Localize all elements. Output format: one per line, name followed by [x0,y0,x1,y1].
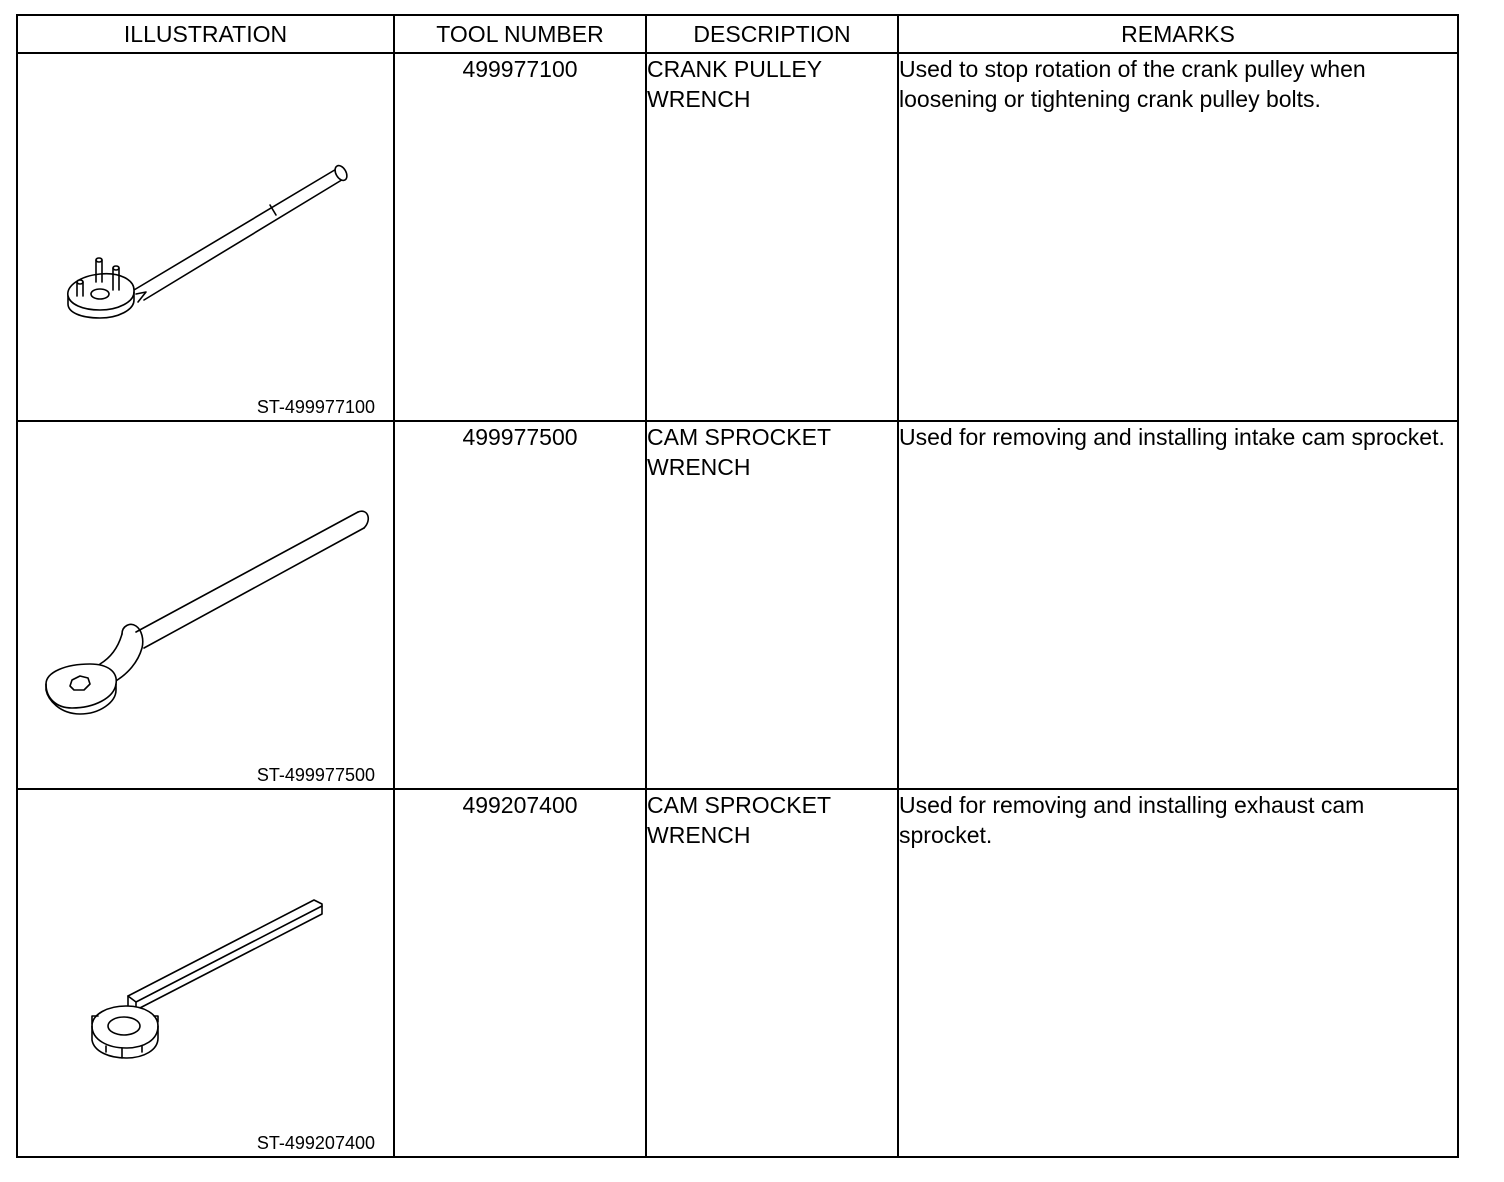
cam-sprocket-wrench-icon [18,790,395,1156]
header-row [17,15,1458,53]
remarks-cell: Used to stop rotation of the crank pulley when loosening or tightening crank pulley bolts. [898,53,1458,421]
illustration-cell [17,789,394,1157]
illustration-cell [17,421,394,789]
illustration-code: ST-499977500 [256,765,375,785]
remarks-cell: Used for removing and installing intake cam sprocket. [898,421,1458,789]
header-remarks: REMARKS [898,15,1458,53]
illustration-code: ST-499207400 [256,1133,375,1153]
description-cell: CRANK PULLEY WRENCH [646,53,898,421]
illustration-code: ST-499977100 [256,397,375,417]
remarks-cell: Used for removing and installing exhaust cam sprocket. [898,789,1458,1157]
tool-number-cell: 499977500 [394,421,646,789]
header-description: DESCRIPTION [646,15,898,53]
tool-number-cell: 499207400 [394,789,646,1157]
special-tools-table [16,14,1459,1158]
illustration-cell [17,53,394,421]
crank-pulley-wrench-icon [18,54,395,420]
table-row [17,789,1458,1157]
description-cell: CAM SPROCKET WRENCH [646,421,898,789]
tool-number-cell: 499977100 [394,53,646,421]
table-row [17,53,1458,421]
header-illustration: ILLUSTRATION [17,15,394,53]
table-row [17,421,1458,789]
description-cell: CAM SPROCKET WRENCH [646,789,898,1157]
cam-sprocket-wrench-icon [18,422,395,788]
header-tool-number: TOOL NUMBER [394,15,646,53]
